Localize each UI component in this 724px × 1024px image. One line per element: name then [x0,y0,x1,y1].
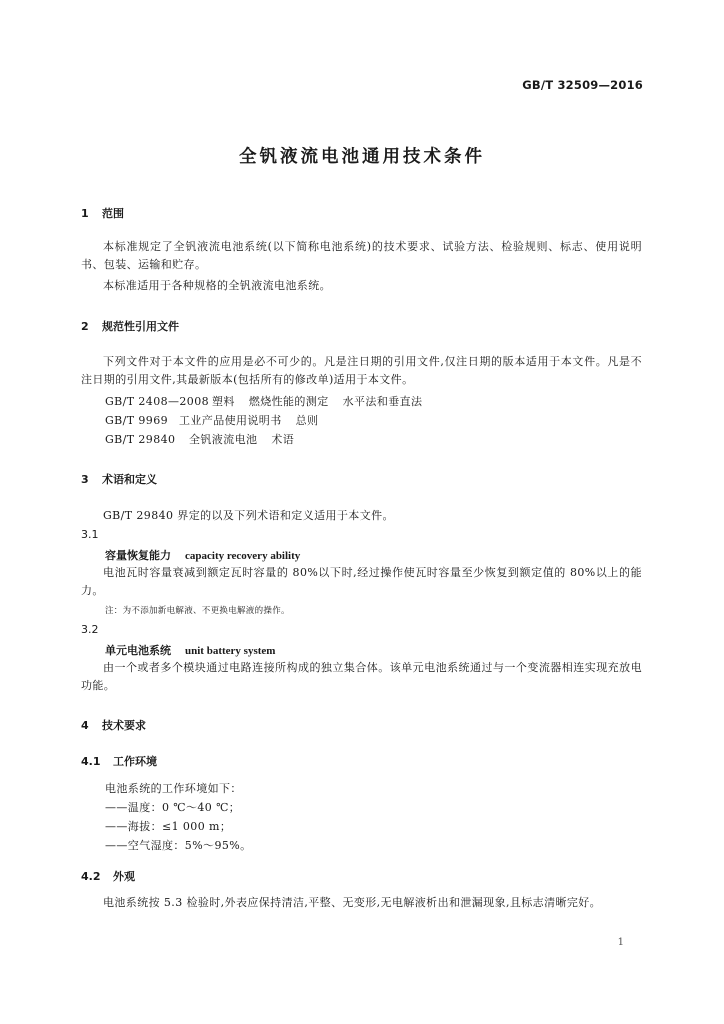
section-4-heading [81,717,146,733]
section-title: 规范性引用文件 [102,320,179,333]
reference-item [105,393,422,409]
reference-subtitle: 术语 [271,433,295,446]
reference-item [105,431,294,447]
environment-item: ——海拔：≤1 000 m； [105,820,232,833]
section-4-2-heading [81,868,135,884]
subsection-number: 4.1 [81,755,101,768]
page-title: 全钒液流电池通用技术条件 [239,147,485,167]
term-3-2-definition: 由一个或者多个模块通过电路连接所构成的独立集合体。该单元电池系统通过与一个变流器相连实现充放电功能。 [81,661,642,692]
environment-intro: 电池系统的工作环境如下： [105,782,242,795]
reference-title: 全钒液流电池 [189,433,258,446]
subsection-title: 外观 [113,870,135,883]
term-name-en: capacity recovery ability [185,550,301,562]
reference-code: GB/T 2408—2008 [105,395,209,408]
reference-code: GB/T 9969 [105,414,169,427]
term-3-1-note: 注：为不添加新电解液、不更换电解液的操作。 [105,606,290,616]
reference-subtitle: 燃烧性能的测定 [248,395,329,408]
section-number: 2 [81,320,89,333]
reference-extra: 水平法和垂直法 [342,395,423,408]
term-name-zh: 单元电池系统 [105,644,171,657]
term-3-2-number: 3.2 [81,623,99,636]
section-4-2-paragraph-1: 电池系统按 5.3 检验时,外表应保持清洁,平整、无变形,无电解液析出和泄漏现象,且标志清晰完好。 [103,896,602,909]
section-1-paragraph-2: 本标准适用于各种规格的全钒液流电池系统。 [103,279,331,292]
environment-item: ——温度：0 ℃～40 ℃； [105,801,241,814]
section-3-heading [81,471,157,487]
subsection-title: 工作环境 [113,755,157,768]
section-title: 范围 [102,207,124,220]
section-3-paragraph-1: GB/T 29840 界定的以及下列术语和定义适用于本文件。 [103,509,394,522]
section-number: 1 [81,207,89,220]
term-3-1-number: 3.1 [81,528,99,541]
term-3-2-name [105,642,275,658]
section-title: 技术要求 [102,719,146,732]
section-number: 4 [81,719,89,732]
reference-title: 塑料 [212,395,235,408]
environment-item: ——空气湿度：5%～95%。 [105,839,252,852]
subsection-number: 4.2 [81,870,101,883]
section-1-paragraph-1: 本标准规定了全钒液流电池系统(以下简称电池系统)的技术要求、试验方法、检验规则、标志、使用说明书、包装、运输和贮存。 [81,240,642,271]
reference-subtitle: 总则 [295,414,319,427]
page-number: 1 [617,937,624,948]
term-name-zh: 容量恢复能力 [105,549,171,562]
reference-item [105,412,318,428]
section-4-1-heading [81,753,157,769]
term-name-en: unit battery system [185,645,276,657]
section-1-heading [81,205,124,221]
section-title: 术语和定义 [102,473,157,486]
reference-title: 工业产品使用说明书 [179,414,282,427]
term-3-1-definition: 电池瓦时容量衰减到额定瓦时容量的 80%以下时,经过操作使瓦时容量至少恢复到额定值的 80%以上的能力。 [81,566,642,597]
term-3-1-name [105,547,300,563]
section-number: 3 [81,473,89,486]
document-code: GB/T 32509—2016 [522,78,643,92]
section-2-paragraph-1: 下列文件对于本文件的应用是必不可少的。凡是注日期的引用文件,仅注日期的版本适用于本文件。凡是不注日期的引用文件,其最新版本(包括所有的修改单)适用于本文件。 [81,355,642,386]
section-2-heading [81,318,179,334]
reference-code: GB/T 29840 [105,433,176,446]
